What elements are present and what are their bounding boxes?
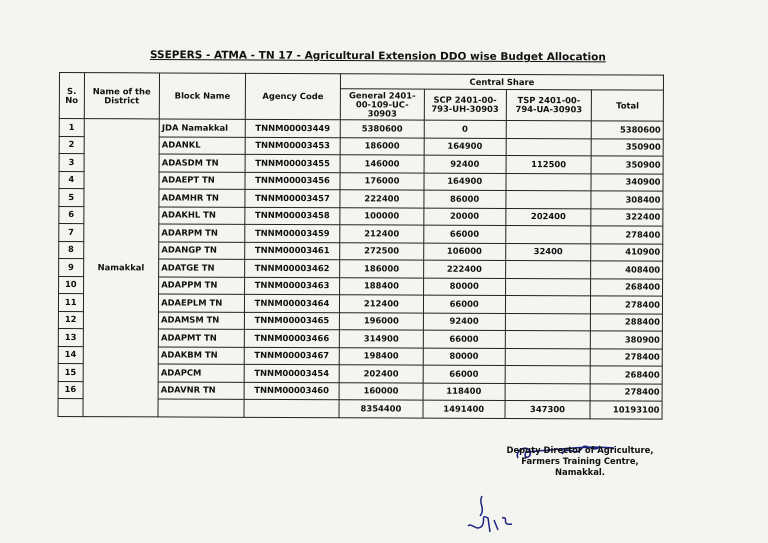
cell-tsp	[505, 365, 591, 383]
cell-tsp	[506, 120, 592, 138]
header-agency: Agency Code	[245, 73, 340, 119]
cell-total: 278400	[591, 296, 663, 314]
signature-line-3: Namakkal.	[555, 467, 605, 477]
total-tsp: 347300	[505, 400, 591, 418]
cell-total: 5380600	[592, 121, 664, 139]
cell-agency: TNNM00003466	[244, 329, 339, 347]
cell-scp: 86000	[424, 190, 506, 208]
cell-total: 340900	[591, 173, 663, 191]
cell-tsp: 202400	[505, 208, 591, 226]
cell-sno: 2	[59, 136, 84, 154]
cell-agency: TNNM00003455	[245, 154, 340, 172]
cell-agency: TNNM00003465	[244, 312, 339, 330]
cell-agency: TNNM00003464	[244, 294, 339, 312]
cell-total: 408400	[591, 261, 663, 279]
cell-empty	[58, 398, 83, 416]
header-sno: S. No	[59, 73, 84, 119]
cell-tsp	[505, 278, 591, 296]
cell-block: ADAKBM TN	[158, 346, 244, 364]
cell-general: 196000	[339, 312, 423, 330]
header-general: General 2401-00-109-UC-30903	[340, 89, 424, 120]
cell-block: ADAPMT TN	[158, 329, 244, 347]
header-central-share: Central Share	[340, 74, 663, 90]
cell-agency: TNNM00003457	[245, 189, 340, 207]
total-general: 8354400	[339, 400, 423, 418]
cell-sno: 1	[59, 119, 84, 137]
cell-total: 380900	[591, 331, 663, 349]
cell-agency: TNNM00003461	[245, 242, 340, 260]
cell-tsp	[505, 260, 591, 278]
cell-scp: 66000	[424, 225, 506, 243]
cell-empty	[158, 399, 244, 417]
cell-agency: TNNM00003460	[244, 382, 339, 400]
cell-sno: 5	[59, 189, 84, 207]
cell-tsp	[505, 225, 591, 243]
cell-scp: 80000	[423, 278, 505, 296]
cell-block: ADAPPM TN	[159, 276, 245, 294]
cell-total: 268400	[591, 278, 663, 296]
cell-tsp	[505, 383, 591, 401]
cell-total: 350900	[591, 156, 663, 174]
cell-sno: 6	[59, 206, 84, 224]
cell-scp: 164900	[424, 173, 506, 191]
cell-scp: 92400	[423, 313, 505, 331]
cell-general: 186000	[340, 260, 424, 278]
cell-general: 176000	[340, 172, 424, 190]
cell-scp: 106000	[423, 243, 505, 261]
cell-sno: 9	[59, 259, 84, 277]
cell-total: 410900	[591, 243, 663, 261]
cell-general: 5380600	[340, 120, 424, 138]
cell-agency: TNNM00003456	[245, 172, 340, 190]
cell-tsp	[506, 173, 592, 191]
signature-line-2: Farmers Training Centre,	[521, 456, 639, 466]
cell-district: Namakkal	[83, 119, 160, 417]
cell-total: 268400	[591, 366, 663, 384]
initials-scribble-icon	[460, 492, 520, 538]
cell-total: 278400	[591, 226, 663, 244]
cell-general: 314900	[339, 330, 423, 348]
cell-tsp	[505, 313, 591, 331]
cell-tsp: 32400	[505, 243, 591, 261]
header-district: Name of the District	[84, 73, 160, 119]
cell-general: 272500	[340, 242, 424, 260]
cell-general: 222400	[340, 190, 424, 208]
cell-block: ADAMSM TN	[159, 311, 245, 329]
cell-agency: TNNM00003459	[245, 224, 340, 242]
cell-agency: TNNM00003454	[244, 364, 339, 382]
cell-sno: 10	[59, 276, 84, 294]
cell-scp: 92400	[424, 155, 506, 173]
cell-total: 350900	[592, 138, 664, 156]
cell-block: ADATGE TN	[159, 259, 245, 277]
cell-sno: 7	[59, 224, 84, 242]
cell-block: ADASDM TN	[159, 154, 245, 172]
cell-sno: 3	[59, 154, 84, 172]
cell-general: 188400	[340, 277, 424, 295]
cell-tsp	[505, 190, 591, 208]
cell-empty	[244, 399, 339, 417]
cell-agency: TNNM00003463	[245, 277, 340, 295]
cell-total: 308400	[591, 191, 663, 209]
cell-tsp	[506, 138, 592, 156]
cell-scp: 80000	[423, 348, 505, 366]
cell-block: ADAVNR TN	[158, 381, 244, 399]
cell-block: ADANKL	[159, 136, 245, 154]
header-block: Block Name	[159, 73, 245, 119]
cell-general: 160000	[339, 382, 423, 400]
total-scp: 1491400	[423, 400, 505, 418]
cell-tsp	[505, 330, 591, 348]
cell-block: ADARPM TN	[159, 224, 245, 242]
budget-table	[57, 72, 663, 419]
cell-block: ADANGP TN	[159, 241, 245, 259]
cell-general: 146000	[340, 155, 424, 173]
cell-total: 278400	[591, 348, 663, 366]
document-title: SSEPERS - ATMA - TN 17 - Agricultural Extension DDO wise Budget Allocation	[149, 49, 606, 64]
cell-tsp: 112500	[506, 155, 592, 173]
cell-block: ADAEPT TN	[159, 171, 245, 189]
signature-block	[500, 445, 660, 478]
cell-agency: TNNM00003458	[245, 207, 340, 225]
cell-agency: TNNM00003467	[244, 347, 339, 365]
table-row	[59, 119, 663, 139]
cell-general: 198400	[339, 347, 423, 365]
cell-sno: 13	[58, 328, 83, 346]
cell-sno: 16	[58, 381, 83, 399]
cell-scp: 164900	[424, 138, 506, 156]
cell-scp: 66000	[423, 365, 505, 383]
cell-block: JDA Namakkal	[159, 119, 245, 137]
cell-sno: 8	[59, 241, 84, 259]
cell-block: ADAPCM	[158, 364, 244, 382]
cell-general: 202400	[339, 365, 423, 383]
cell-sno: 14	[58, 346, 83, 364]
cell-total: 322400	[591, 208, 663, 226]
header-tsp: TSP 2401-00-794-UA-30903	[506, 89, 592, 120]
cell-scp: 118400	[423, 383, 505, 401]
cell-general: 186000	[340, 137, 424, 155]
cell-tsp	[505, 295, 591, 313]
cell-sno: 12	[58, 311, 83, 329]
cell-general: 212400	[340, 225, 424, 243]
cell-scp: 66000	[423, 330, 505, 348]
cell-general: 100000	[340, 207, 424, 225]
cell-tsp	[505, 348, 591, 366]
cell-block: ADAMHR TN	[159, 189, 245, 207]
cell-sno: 4	[59, 171, 84, 189]
cell-agency: TNNM00003449	[245, 119, 340, 137]
cell-agency: TNNM00003462	[245, 259, 340, 277]
signature-line-1: Deputy Director of Agriculture,	[506, 445, 654, 455]
cell-agency: TNNM00003453	[245, 137, 340, 155]
total-total: 10193100	[590, 401, 662, 419]
cell-block: ADAKHL TN	[159, 206, 245, 224]
cell-sno: 15	[58, 363, 83, 381]
cell-scp: 222400	[423, 260, 505, 278]
cell-block: ADAEPLM TN	[159, 294, 245, 312]
cell-general: 212400	[339, 295, 423, 313]
cell-scp: 0	[424, 120, 506, 138]
cell-scp: 66000	[423, 295, 505, 313]
cell-total: 288400	[591, 313, 663, 331]
cell-scp: 20000	[424, 208, 506, 226]
cell-total: 278400	[590, 383, 662, 401]
header-scp: SCP 2401-00-793-UH-30903	[424, 89, 506, 120]
header-total: Total	[592, 90, 664, 121]
cell-sno: 11	[58, 294, 83, 312]
